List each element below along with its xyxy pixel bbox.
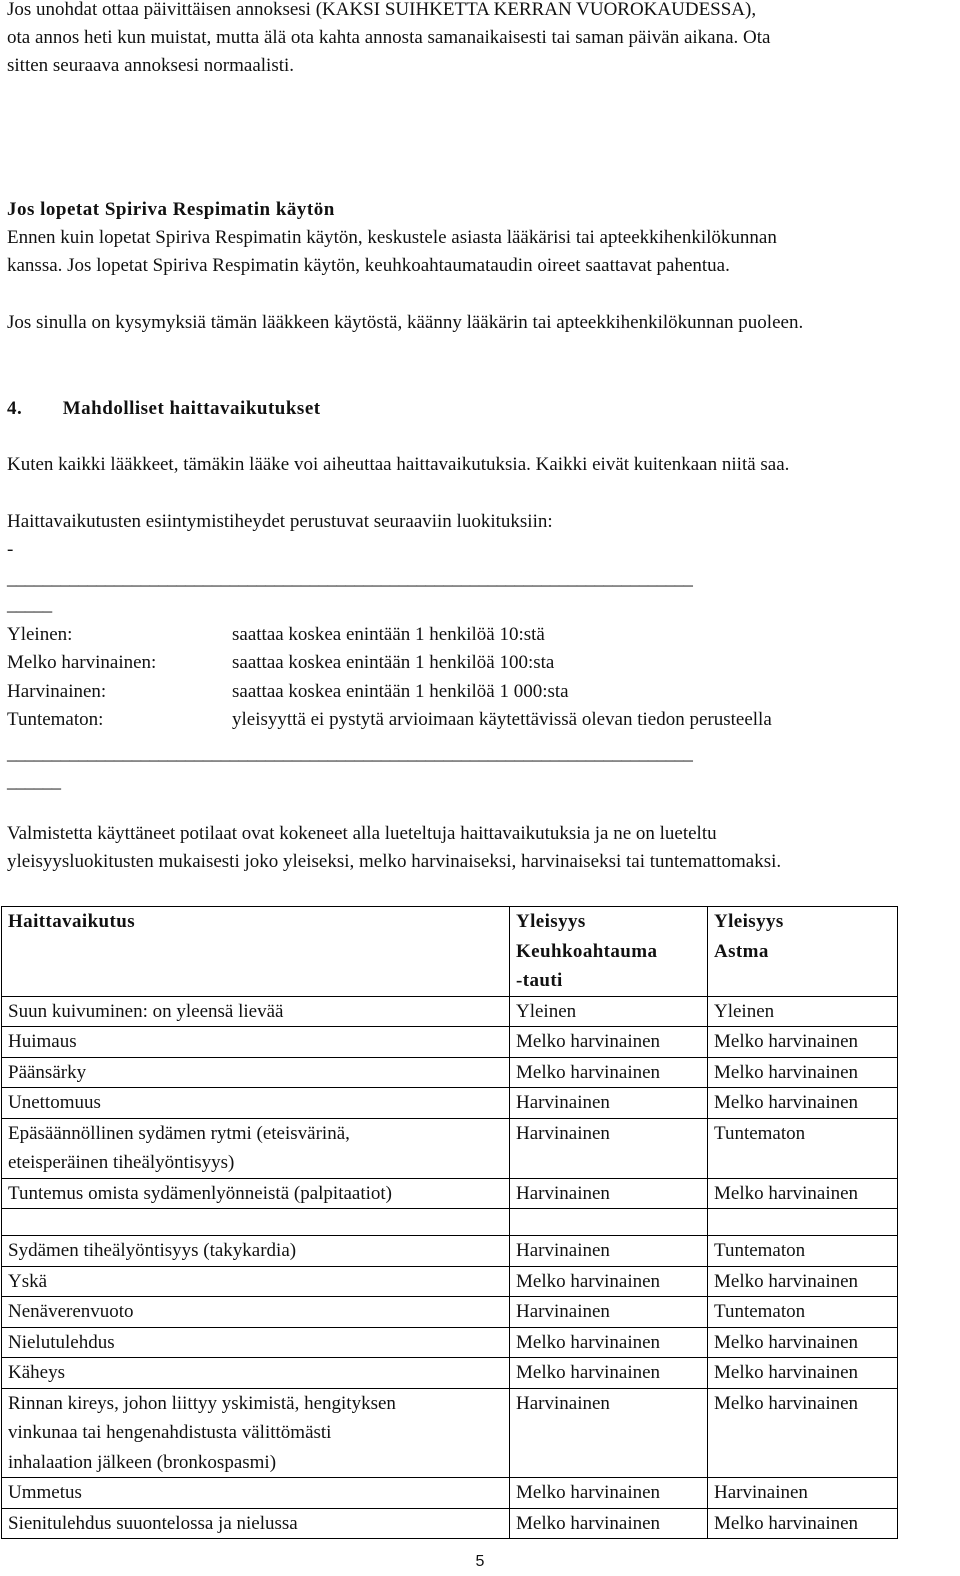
side-effect-cell: Tuntemus omista sydämenlyönneistä (palpitaatiot)	[2, 1178, 510, 1209]
side-effect-line-2: eteisperäinen tiheälyöntisyys)	[8, 1152, 235, 1173]
side-effects-table	[1, 906, 898, 1539]
reported-effects-paragraph	[7, 820, 953, 876]
stopping-section	[7, 196, 953, 280]
side-effect-cell: Nenäverenvuoto	[2, 1297, 510, 1328]
side-effect-cell: Sydämen tiheälyöntisyys (takykardia)	[2, 1236, 510, 1267]
dash-line: -	[7, 539, 14, 560]
side-effect-cell: Nielutulehdus	[2, 1327, 510, 1358]
asthma-frequency-cell: Melko harvinainen	[708, 1508, 898, 1539]
table-row	[2, 1327, 898, 1358]
table-row	[2, 1508, 898, 1539]
asthma-frequency-cell: Melko harvinainen	[708, 1388, 898, 1478]
header-copd-line-1: Yleisyys	[516, 911, 586, 932]
questions-text: Jos sinulla on kysymyksiä tämän lääkkeen käytöstä, käänny lääkärin tai apteekkihenkilökunnan puoleen.	[7, 312, 804, 333]
header-copd-frequency	[510, 907, 708, 997]
reported-line-1: Valmistetta käyttäneet potilaat ovat kokeneet alla lueteltuja haittavaikutuksia ja ne on lueteltu	[7, 823, 717, 844]
stopping-line-2: kanssa. Jos lopetat Spiriva Respimatin käytön, keuhkoahtaumataudin oireet saattavat pahentua.	[7, 255, 730, 276]
asthma-frequency-cell: Melko harvinainen	[708, 1327, 898, 1358]
frequency-intro-text: Haittavaikutusten esiintymistiheydet perustuvat seuraaviin luokituksiin:	[7, 511, 553, 532]
table-header-row	[2, 907, 898, 997]
page-number: 5	[475, 1553, 485, 1570]
copd-frequency-cell: Harvinainen	[510, 1178, 708, 1209]
asthma-frequency-cell: Melko harvinainen	[708, 1027, 898, 1058]
side-effect-line-2: vinkunaa tai hengenahdistusta välittömästi	[8, 1422, 332, 1443]
section-title: Mahdolliset haittavaikutukset	[62, 398, 321, 419]
side-effect-cell: Huimaus	[2, 1027, 510, 1058]
copd-frequency-cell: Harvinainen	[510, 1088, 708, 1119]
table-row	[2, 1118, 898, 1178]
header-asthma-line-2: Astma	[714, 940, 769, 962]
table-row	[2, 1027, 898, 1058]
copd-frequency-cell: Yleinen	[510, 996, 708, 1027]
side-effect-line-3: inhalaation jälkeen (bronkospasmi)	[8, 1451, 277, 1473]
table-spacer-row	[2, 1209, 898, 1236]
side-effect-cell: Sienitulehdus suuontelossa ja nielussa	[2, 1508, 510, 1539]
copd-frequency-cell: Harvinainen	[510, 1297, 708, 1328]
asthma-frequency-cell: Melko harvinainen	[708, 1057, 898, 1088]
copd-frequency-cell: Melko harvinainen	[510, 1327, 708, 1358]
frequency-label: Yleinen:	[7, 624, 73, 645]
separator-top-short: _____	[7, 594, 52, 615]
frequency-label: Harvinainen:	[7, 681, 107, 702]
header-copd-line-2: Keuhkoahtauma	[516, 940, 658, 962]
table-row	[2, 1478, 898, 1509]
frequency-value: saattaa koskea enintään 1 henkilöä 1 000:sta	[232, 681, 569, 702]
table-row	[2, 996, 898, 1027]
section-4-heading	[7, 395, 953, 423]
separator-top-long: _____________________________________________________________________________	[7, 568, 693, 589]
separator-bottom-short: ______	[7, 771, 61, 792]
copd-frequency-cell: Harvinainen	[510, 1388, 708, 1478]
side-effect-line-1: Epäsäännöllinen sydämen rytmi (eteisvärinä,	[8, 1122, 350, 1144]
header-asthma-frequency	[708, 907, 898, 997]
copd-frequency-cell: Melko harvinainen	[510, 1478, 708, 1509]
side-effect-cell: Unettomuus	[2, 1088, 510, 1119]
side-effect-cell: Käheys	[2, 1358, 510, 1389]
header-copd-line-3: -tauti	[516, 970, 563, 991]
table-row	[2, 1088, 898, 1119]
copd-frequency-cell: Melko harvinainen	[510, 1057, 708, 1088]
questions-paragraph	[7, 309, 953, 337]
side-effect-cell: Yskä	[2, 1266, 510, 1297]
section-number: 4.	[7, 398, 23, 419]
table-row	[2, 1297, 898, 1328]
asthma-frequency-cell: Melko harvinainen	[708, 1178, 898, 1209]
frequency-value: saattaa koskea enintään 1 henkilöä 100:sta	[232, 652, 555, 673]
asthma-frequency-cell: Harvinainen	[708, 1478, 898, 1509]
asthma-frequency-cell: Yleinen	[708, 996, 898, 1027]
frequency-row	[7, 649, 953, 677]
frequency-row	[7, 678, 953, 706]
copd-frequency-cell: Harvinainen	[510, 1118, 708, 1178]
side-effect-cell	[2, 1388, 510, 1478]
stopping-line-1: Ennen kuin lopetat Spiriva Respimatin käytön, keskustele asiasta lääkärisi tai apteekkihenkilökunnan	[7, 227, 777, 248]
asthma-frequency-cell: Melko harvinainen	[708, 1266, 898, 1297]
side-effect-cell: Suun kuivuminen: on yleensä lievää	[2, 996, 510, 1027]
frequency-value: yleisyyttä ei pystytä arvioimaan käytettävissä olevan tiedon perusteella	[232, 709, 772, 730]
frequency-intro	[7, 508, 953, 564]
table-row	[2, 1358, 898, 1389]
asthma-frequency-cell: Tuntematon	[708, 1118, 898, 1178]
table-row	[2, 1236, 898, 1267]
asthma-frequency-cell: Melko harvinainen	[708, 1088, 898, 1119]
table-row	[2, 1266, 898, 1297]
frequency-label: Melko harvinainen:	[7, 652, 157, 673]
reported-line-2: yleisyysluokitusten mukaisesti joko yleiseksi, melko harvinaiseksi, harvinaiseksi tai tuntemattomaksi.	[7, 851, 782, 872]
header-side-effect: Haittavaikutus	[2, 907, 510, 997]
missed-dose-paragraph	[7, 0, 953, 80]
separator-bottom-long: _____________________________________________________________________________	[7, 743, 693, 764]
table-row	[2, 1388, 898, 1478]
asthma-frequency-cell: Tuntematon	[708, 1236, 898, 1267]
copd-frequency-cell: Melko harvinainen	[510, 1508, 708, 1539]
section-4-intro	[7, 451, 953, 479]
asthma-frequency-cell: Tuntematon	[708, 1297, 898, 1328]
side-effect-cell: Ummetus	[2, 1478, 510, 1509]
table-row	[2, 1057, 898, 1088]
frequency-row	[7, 621, 953, 649]
intro-line-3: sitten seuraava annoksesi normaalisti.	[7, 55, 295, 76]
frequency-row	[7, 706, 953, 734]
side-effect-cell: Päänsärky	[2, 1057, 510, 1088]
side-effects-intro: Kuten kaikki lääkkeet, tämäkin lääke voi aiheuttaa haittavaikutuksia. Kaikki eivät kuitenkaan niitä saa.	[7, 454, 790, 475]
side-effect-cell	[2, 1118, 510, 1178]
copd-frequency-cell: Melko harvinainen	[510, 1358, 708, 1389]
copd-frequency-cell: Melko harvinainen	[510, 1027, 708, 1058]
asthma-frequency-cell: Melko harvinainen	[708, 1358, 898, 1389]
stopping-heading: Jos lopetat Spiriva Respimatin käytön	[7, 199, 335, 220]
copd-frequency-cell: Melko harvinainen	[510, 1266, 708, 1297]
header-asthma-line-1: Yleisyys	[714, 911, 784, 932]
intro-line-2: ota annos heti kun muistat, mutta älä ota kahta annosta samanaikaisesti tai saman päivän aikana. Ota	[7, 27, 771, 48]
table-row	[2, 1178, 898, 1209]
frequency-label: Tuntematon:	[7, 709, 104, 730]
side-effect-line-1: Rinnan kireys, johon liittyy yskimistä, hengityksen	[8, 1392, 396, 1414]
frequency-value: saattaa koskea enintään 1 henkilöä 10:stä	[232, 624, 545, 645]
copd-frequency-cell: Harvinainen	[510, 1236, 708, 1267]
intro-line-1: Jos unohdat ottaa päivittäisen annoksesi (KAKSI SUIHKETTA KERRAN VUOROKAUDESSA),	[7, 0, 757, 20]
